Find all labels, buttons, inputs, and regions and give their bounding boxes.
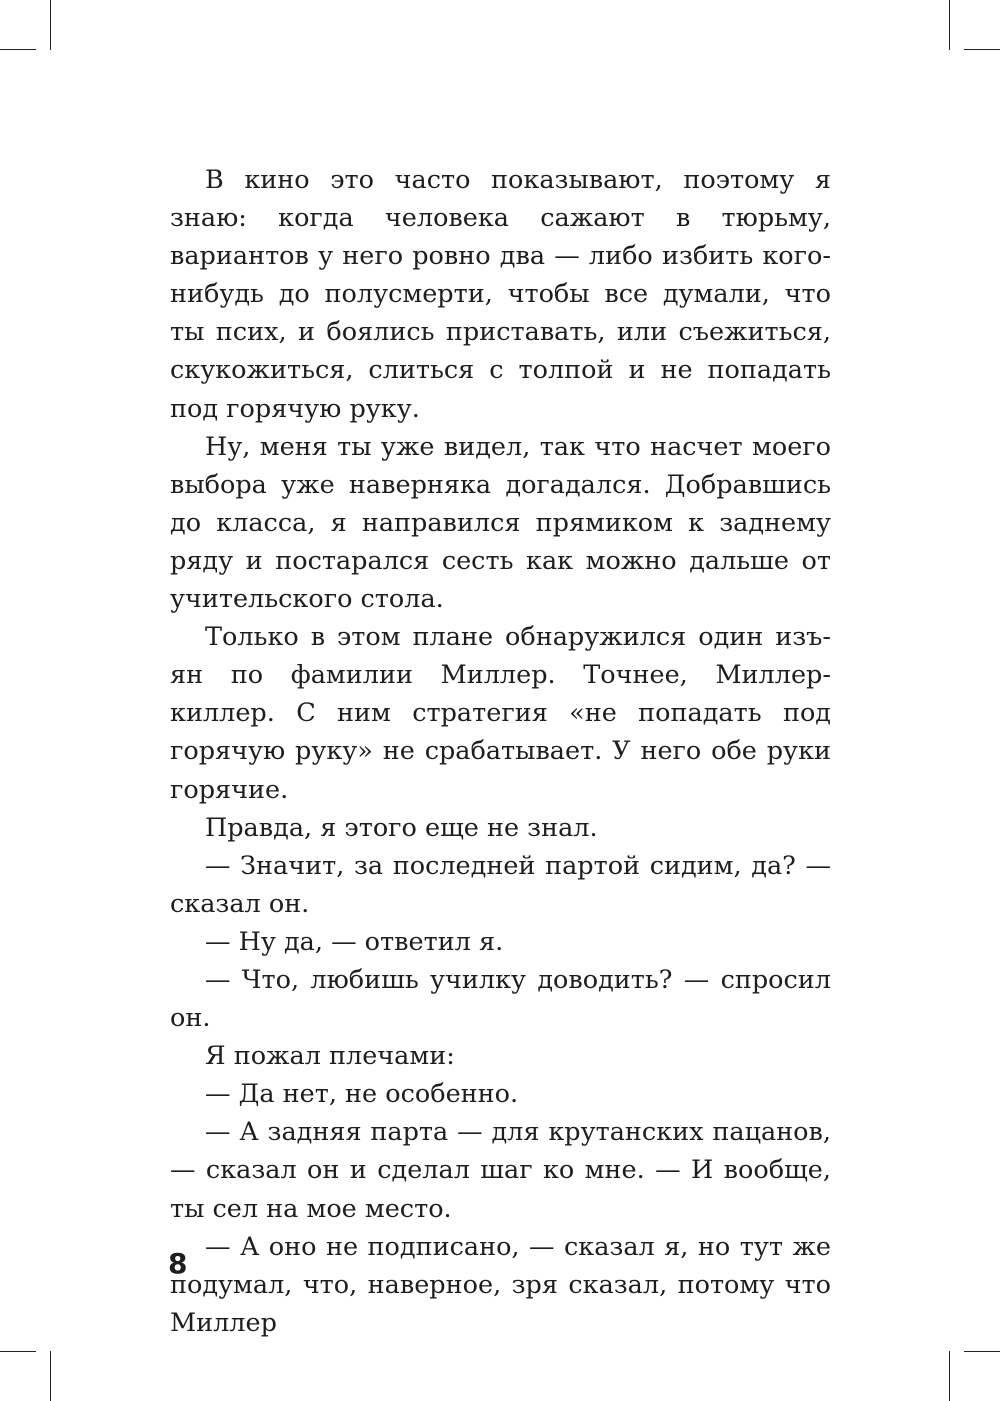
body-text: [170, 161, 831, 1342]
dialogue-line: — Что, любишь училку доводить? — спросил он.: [170, 964, 831, 1034]
paragraph: Ну, меня ты уже видел, так что насчет моего выбора уже наверняка догадался. Добравшись до класса, я направился прямиком к заднему ряду и постарался сесть как можно дальше от учительского стола.: [170, 431, 831, 615]
crop-mark-bottom-left-vertical: [50, 1351, 51, 1401]
paragraph: Только в этом плане обнаружился один изъян по фамилии Миллер. Точнее, Миллер-киллер. С ним стратегия «не попадать под горячую руку» не срабатывает. У него обе руки горячие.: [170, 622, 831, 805]
dialogue-line: — Да нет, не особенно.: [205, 1079, 519, 1110]
crop-mark-bottom-right-vertical: [949, 1351, 950, 1401]
dialogue-line: — А задняя парта — для крутанских пацанов, — сказал он и сделал шаг ко мне. — И вообще, ты сел на мое место.: [170, 1117, 831, 1224]
paragraph: В кино это часто показывают, поэтому я знаю: когда человека сажают в тюрьму, вариантов у него ровно два — либо избить кого-нибудь до полусмерти, чтобы все думали, что ты псих, и боялись приставать, или съежиться, скукожиться, слиться с толпой и не попадать под горячую руку.: [170, 165, 831, 424]
paragraph: Я пожал плечами:: [205, 1041, 455, 1072]
paragraph: Правда, я этого еще не знал.: [205, 812, 598, 843]
dialogue-line: — Значит, за последней партой сидим, да? — сказал он.: [170, 850, 831, 919]
crop-mark-top-left-horizontal: [0, 49, 36, 50]
crop-mark-top-right-vertical: [949, 0, 950, 50]
crop-mark-top-right-horizontal: [964, 49, 1000, 50]
page-number: 8: [168, 1247, 188, 1280]
crop-mark-bottom-right-horizontal: [964, 1351, 1000, 1352]
dialogue-line: — Ну да, — ответил я.: [205, 926, 504, 957]
crop-mark-bottom-left-horizontal: [0, 1351, 36, 1352]
crop-mark-top-left-vertical: [50, 0, 51, 50]
dialogue-line: — А оно не подписано, — сказал я, но тут же подумал, что, наверное, зря сказал, потому что Миллер: [170, 1231, 831, 1338]
